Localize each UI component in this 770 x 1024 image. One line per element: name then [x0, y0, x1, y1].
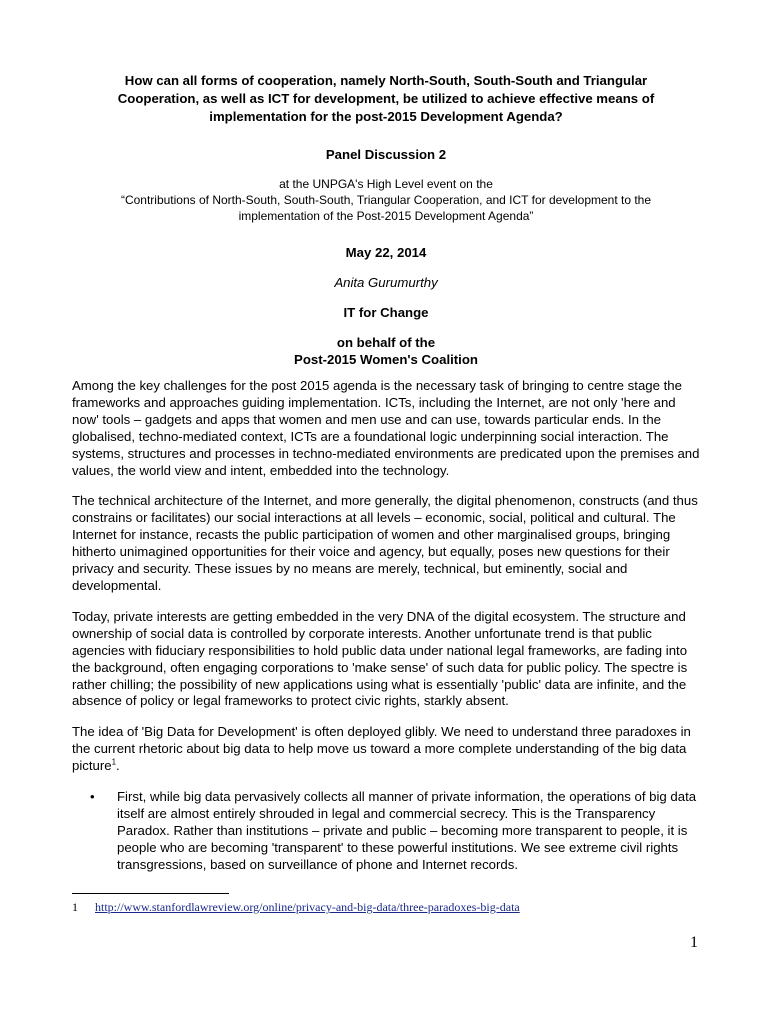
on-behalf-of: [72, 334, 700, 368]
paragraph-4-end: .: [116, 758, 120, 774]
paragraph-4: [72, 724, 700, 775]
event-date: May 22, 2014: [345, 245, 427, 260]
event-description: [72, 176, 700, 224]
list-item: [90, 789, 700, 874]
author-name: Anita Gurumurthy: [334, 275, 438, 290]
bullet-icon: •: [90, 789, 95, 805]
paragraph-4-text: The idea of 'Big Data for Development' is often deployed glibly. We need to understand three paradoxes in the current rhetoric about big data to help move us toward a more complete understanding of the big data picture: [72, 724, 691, 774]
paragraph-1: Among the key challenges for the post 2015 agenda is the necessary task of bringing to centre stage the frameworks and approaches guiding implementation. ICTs, including the Internet, are not only 'here and now' tools – gadgets and apps that women and men use and can use, towards particular ends. In the globalised, techno-mediated context, ICTs are a foundational logic underpinning social interaction. The systems, structures and processes in techno-mediated environments are predicated upon the premises and values, the world view and intent, embedded into the technology.: [72, 378, 700, 478]
footnote-divider: [72, 893, 229, 894]
page-content: [72, 72, 700, 874]
panel-heading: Panel Discussion 2: [325, 147, 447, 162]
title-line-2: Cooperation, as well as ICT for development, be utilized to achieve effective means of: [117, 91, 655, 106]
behalf-line-2: Post-2015 Women's Coalition: [294, 352, 478, 367]
bullet-list: [72, 789, 700, 874]
organization-name: IT for Change: [343, 305, 429, 320]
bullet-text: First, while big data pervasively collects all manner of private information, the operations of big data itself are almost entirely shrouded in legal and commercial secrecy. This is the Transparency Paradox. Rather than institutions – private and public – becoming more transparent to people, it is people who are becoming 'transparent' to these powerful institutions. We see extreme civil rights transgressions, based on surveillance of phone and Internet records.: [117, 789, 697, 872]
paragraph-3: Today, private interests are getting embedded in the very DNA of the digital ecosystem. The structure and ownership of social data is controlled by corporate interests. Another unfortunate trend is that public agencies with fiduciary responsibilities to hold public data under national legal frameworks, are fading into the background, often engaging corporations to 'make sense' of such data for public policy. The spectre is rather chilling; the possibility of new applications using what is essentially 'public' data are infinite, and the absence of policy or legal frameworks to protect civic rights, starkly absent.: [72, 608, 688, 709]
footnote-link[interactable]: http://www.stanfordlawreview.org/online/privacy-and-big-data/three-paradoxes-big-data: [95, 900, 520, 914]
title-line-3: implementation for the post-2015 Development Agenda?: [209, 109, 563, 124]
event-line-2: “Contributions of North-South, South-South, Triangular Cooperation, and ICT for development to the: [120, 193, 652, 207]
document-title: [72, 72, 700, 126]
footnote-reference[interactable]: 1: [111, 757, 117, 767]
page-number: 1: [690, 934, 698, 951]
event-line-1: at the UNPGA's High Level event on the: [279, 177, 493, 191]
footnote-number: 1: [72, 900, 78, 914]
event-line-3: implementation of the Post-2015 Development Agenda”: [238, 209, 534, 223]
title-line-1: How can all forms of cooperation, namely North-South, South-South and Triangular: [124, 73, 648, 88]
behalf-line-1: on behalf of the: [336, 335, 436, 350]
footnote: [72, 900, 520, 915]
paragraph-2: The technical architecture of the Internet, and more generally, the digital phenomenon, constructs (and thus constrains or facilitates) our social interactions at all levels – economic, social, political and cultural. The Internet for instance, recasts the public participation of women and other marginalised groups, bringing hitherto unimagined opportunities for their voice and agency, but equally, poses new questions for their privacy and security. These issues by no means are merely, technical, but eminently, social and developmental.: [72, 493, 698, 593]
